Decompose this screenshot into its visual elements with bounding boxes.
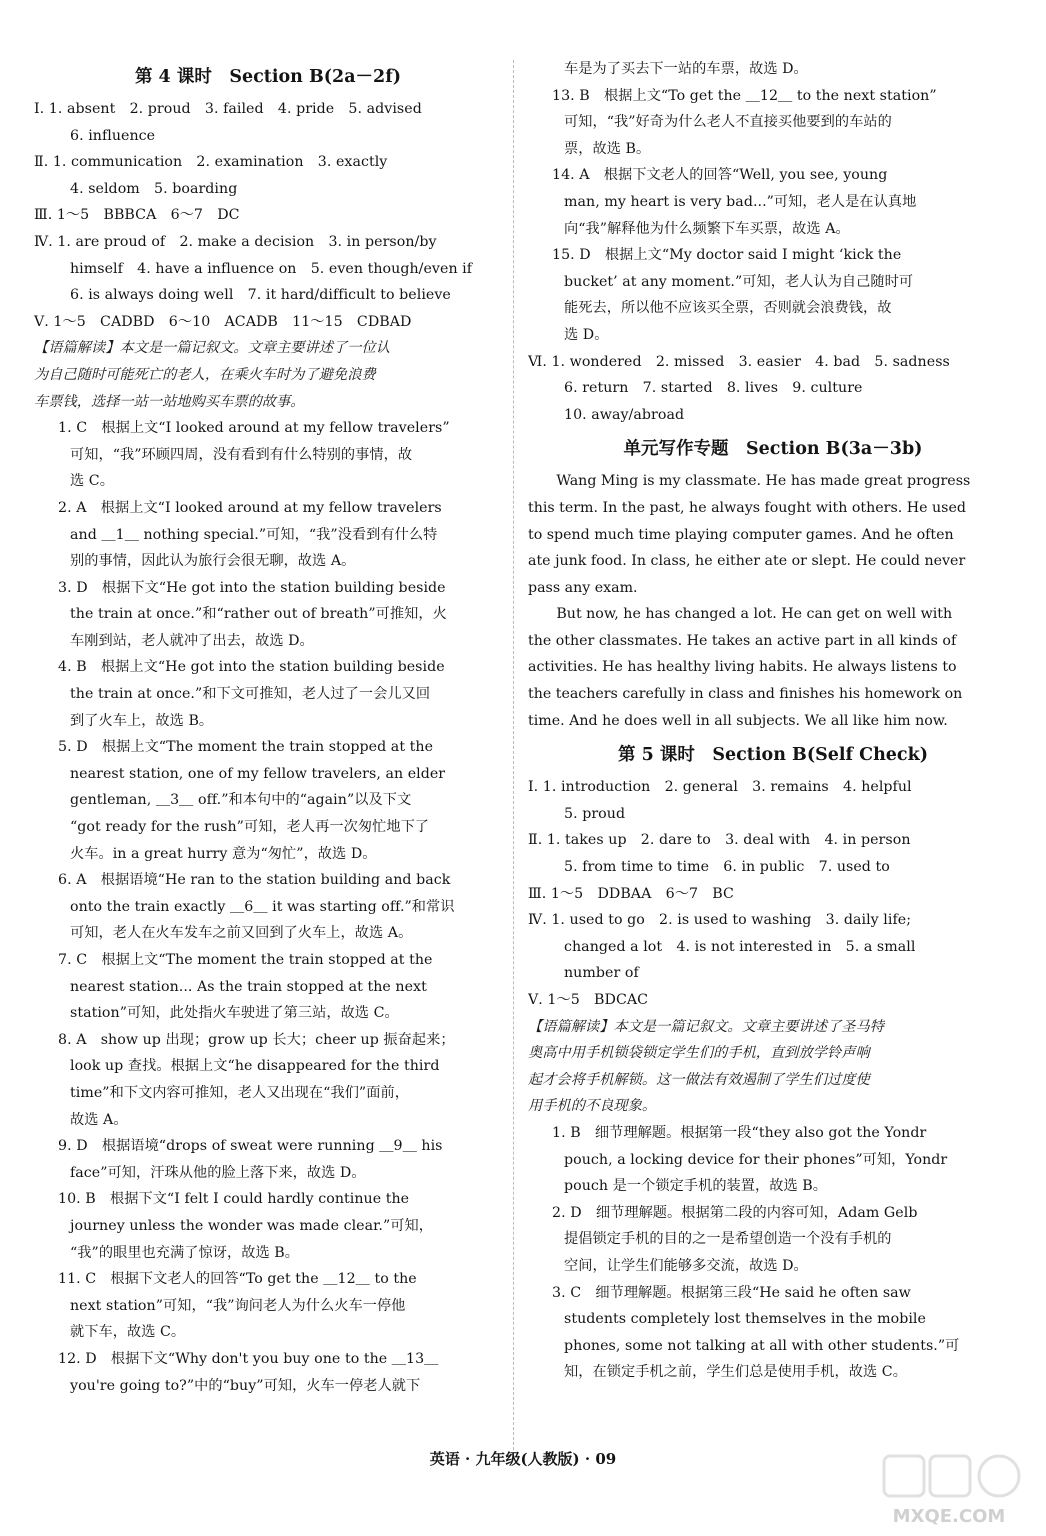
answer-line: 起才会将手机解锁。这一做法有效遏制了学生们过度使 <box>528 1071 870 1088</box>
answer-line: 选 D。 <box>564 326 609 343</box>
answer-line: 【语篇解读】本文是一篇记叙文。文章主要讲述了一位认 <box>34 340 390 357</box>
answer-line: 1. B 细节理解题。根据第一段“they also got the Yondr <box>552 1124 927 1141</box>
answer-line: 2. A 根据上文“I looked around at my fellow travelers <box>58 499 442 516</box>
answer-line: next station”可知，“我”询问老人为什么火车一停他 <box>70 1297 406 1314</box>
answer-line: 13. B 根据上文“To get the ＿12＿ to the next station” <box>552 87 937 104</box>
answer-line: Ⅱ. 1. takes up 2. dare to 3. deal with 4. in person <box>528 832 911 849</box>
answer-line: Ⅵ. 1. wondered 2. missed 3. easier 4. bad 5. sadness <box>528 353 950 370</box>
answer-line: 5. D 根据上文“The moment the train stopped at the <box>58 739 434 756</box>
left-answer-lines <box>34 96 502 1399</box>
right-column <box>528 56 1018 1386</box>
answer-line: 提倡锁定手机的目的之一是希望创造一个没有手机的 <box>564 1231 892 1248</box>
answer-line: nearest station... As the train stopped at the next <box>70 978 427 995</box>
essay-line: But now, he has changed a lot. He can get on well with <box>528 606 953 623</box>
essay-line: pass any exam. <box>528 579 638 596</box>
answer-line: 6. is always doing well 7. it hard/difficult to believe <box>70 287 451 304</box>
right-answer-lines-top <box>528 56 1018 428</box>
answer-line: 1. C 根据上文“I looked around at my fellow travelers” <box>58 420 450 437</box>
answer-line: onto the train exactly ＿6＿ it was starting off.”和常识 <box>70 898 455 915</box>
answer-line: changed a lot 4. is not interested in 5. a small <box>564 938 916 955</box>
answer-line: 车票钱，选择一站一站地购买车票的故事。 <box>34 393 305 410</box>
answer-line: 11. C 根据下文老人的回答“To get the ＿12＿ to the <box>58 1271 417 1288</box>
answer-line: Ⅰ. 1. introduction 2. general 3. remains 4. helpful <box>528 779 912 796</box>
answer-line: the train at once.”和下文可推知，老人过了一会儿又回 <box>70 686 431 703</box>
answer-line: 10. B 根据下文“I felt I could hardly continue the <box>58 1191 410 1208</box>
answer-line: and ＿1＿ nothing special.”可知，“我”没看到有什么特 <box>70 526 438 543</box>
answer-line: look up 查找。根据上文“he disappeared for the third <box>70 1058 440 1075</box>
answer-line: 2. D 细节理解题。根据第二段的内容可知，Adam Gelb <box>552 1204 918 1221</box>
essay-line: the other classmates. He takes an active part in all kinds of <box>528 632 957 649</box>
answer-line: 【语篇解读】本文是一篇记叙文。文章主要讲述了圣马特 <box>528 1018 884 1035</box>
answer-line: 可知，老人在火车发车之前又回到了火车上，故选 A。 <box>70 925 413 942</box>
answer-line: 故选 A。 <box>70 1111 128 1128</box>
answer-line: students completely lost themselves in the mobile <box>564 1311 926 1328</box>
answer-line: 10. away/abroad <box>564 406 685 423</box>
answer-line: the train at once.”和“rather out of breath”可推知，火 <box>70 606 447 623</box>
answer-line: face”可知，汗珠从他的脸上落下来，故选 D。 <box>70 1164 366 1181</box>
answer-line: 12. D 根据下文“Why don't you buy one to the ＿13＿ <box>58 1350 439 1367</box>
answer-line: Ⅴ. 1～5 BDCAC <box>528 992 649 1008</box>
answer-line: “got ready for the rush”可知，老人再一次匆忙地下了 <box>70 819 430 836</box>
answer-line: nearest station, one of my fellow travelers, an elder <box>70 765 446 782</box>
lesson-4-heading: 第 4 课时 Section B(2a－2f) <box>134 67 402 87</box>
sample-essay <box>528 468 1018 734</box>
answer-line: 可知，“我”环顾四周，没有看到有什么特别的事情，故 <box>70 446 413 463</box>
essay-line: this term. In the past, he always fought with others. He used <box>528 499 966 516</box>
answer-line: 15. D 根据上文“My doctor said I might ‘kick the <box>552 247 902 264</box>
answer-line: you're going to?”中的“buy”可知，火车一停老人就下 <box>70 1377 421 1394</box>
answer-line: 用手机的不良现象。 <box>528 1098 657 1115</box>
answer-line: 车刚到站，老人就冲了出去，故选 D。 <box>70 632 314 649</box>
answer-line: 8. A show up 出现；grow up 长大；cheer up 振奋起来； <box>58 1031 455 1048</box>
answer-line: “我”的眼里也充满了惊讶，故选 B。 <box>70 1244 299 1261</box>
watermark-logo <box>864 1450 1034 1530</box>
writing-heading: 单元写作专题 Section B(3a－3b) <box>623 439 923 460</box>
answer-line: pouch, a locking device for their phones”可知，Yondr <box>564 1151 948 1168</box>
essay-line: to spend much time playing computer games. And he often <box>528 526 954 543</box>
answer-line: 7. C 根据上文“The moment the train stopped at the <box>58 952 433 968</box>
answer-line: 4. B 根据上文“He got into the station building beside <box>58 659 445 676</box>
answer-line: 奥高中用手机锁袋锁定学生们的手机，直到放学铃声响 <box>528 1045 870 1062</box>
essay-line: activities. He has healthy living habits. He always listens to <box>528 659 957 676</box>
left-column <box>34 56 502 1399</box>
answer-line: 为自己随时可能死亡的老人，在乘火车时为了避免浪费 <box>34 366 376 383</box>
answer-line: phones, some not talking at all with other students.”可 <box>564 1337 960 1354</box>
answer-line: 车是为了买去下一站的车票，故选 D。 <box>564 61 808 77</box>
essay-line: ate junk food. In class, he either ate or slept. He could never <box>528 553 966 570</box>
answer-line: 空间，让学生们能够多交流，故选 D。 <box>564 1257 808 1274</box>
answer-line: station”可知，此处指火车驶进了第三站，故选 C。 <box>70 1005 399 1022</box>
answer-line: 火车。in a great hurry 意为“匆忙”，故选 D。 <box>70 845 377 862</box>
answer-line: 向“我”解释他为什么频繁下车买票，故选 A。 <box>564 220 850 237</box>
answer-line: Ⅳ. 1. used to go 2. is used to washing 3. daily life; <box>528 912 912 929</box>
answer-line: 6. return 7. started 8. lives 9. culture <box>564 380 863 397</box>
answer-line: 3. D 根据下文“He got into the station building beside <box>58 579 446 596</box>
answer-line: gentleman, ＿3＿ off.”和本句中的“again”以及下文 <box>70 792 412 809</box>
answer-line: 选 C。 <box>70 473 114 490</box>
answer-line: Ⅴ. 1～5 CADBD 6～10 ACADB 11～15 CDBAD <box>34 313 412 330</box>
page-footer: 英语 · 九年级(人教版) · 09 <box>429 1450 617 1468</box>
answer-line: 6. A 根据语境“He ran to the station building and back <box>58 872 451 889</box>
answer-line: 就下车，故选 C。 <box>70 1324 186 1341</box>
answer-line: 知，在锁定手机之前，学生们总是使用手机，故选 C。 <box>564 1364 907 1381</box>
answer-line: Ⅲ. 1～5 DDBAA 6～7 BC <box>528 885 734 902</box>
answer-line: 4. seldom 5. boarding <box>70 180 238 197</box>
answer-line: 别的事情，因此认为旅行会很无聊，故选 A。 <box>70 553 356 570</box>
answer-line: 可知，“我”好奇为什么老人不直接买他要到的车站的 <box>564 114 892 131</box>
answer-line: Ⅲ. 1～5 BBBCA 6～7 DC <box>34 207 240 224</box>
answer-line: 能死去，所以他不应该买全票，否则就会浪费钱，故 <box>564 300 892 317</box>
answer-line: 5. proud <box>564 805 626 822</box>
answer-line: bucket’ at any moment.”可知，老人认为自己随时可 <box>564 273 914 290</box>
answer-line: Ⅱ. 1. communication 2. examination 3. exactly <box>34 154 388 171</box>
watermark-text: MXQE.COM <box>892 1506 1006 1527</box>
answer-line: 5. from time to time 6. in public 7. used to <box>564 859 890 876</box>
answer-line: 6. influence <box>70 127 156 144</box>
right-answer-lines-bottom <box>528 774 1018 1386</box>
answer-line: himself 4. have a influence on 5. even though/even if <box>70 260 473 277</box>
answer-line: 票，故选 B。 <box>564 140 651 157</box>
answer-line: 9. D 根据语境“drops of sweat were running ＿9＿ his <box>58 1138 443 1155</box>
essay-line: time. And he does well in all subjects. We all like him now. <box>528 712 948 729</box>
answer-line: man, my heart is very bad...”可知，老人是在认真地 <box>564 193 917 210</box>
answer-line: Ⅰ. 1. absent 2. proud 3. failed 4. pride 5. advised <box>34 101 422 117</box>
essay-line: Wang Ming is my classmate. He has made great progress <box>528 473 971 490</box>
answer-line: number of <box>564 965 639 982</box>
answer-line: 3. C 细节理解题。根据第三段“He said he often saw <box>552 1284 911 1301</box>
answer-line: time”和下文内容可推知，老人又出现在“我们”面前， <box>70 1084 409 1101</box>
answer-line: 14. A 根据下文老人的回答“Well, you see, young <box>552 167 888 184</box>
answer-line: pouch 是一个锁定手机的装置，故选 B。 <box>564 1178 828 1195</box>
answer-line: 到了火车上，故选 B。 <box>70 712 214 729</box>
lesson-5-heading: 第 5 课时 Section B(Self Check) <box>618 745 928 766</box>
answer-line: Ⅳ. 1. are proud of 2. make a decision 3. in person/by <box>34 233 437 250</box>
answer-line: journey unless the wonder was made clear.”可知， <box>70 1217 433 1234</box>
essay-line: the teachers carefully in class and finishes his homework on <box>528 686 963 703</box>
column-divider <box>513 60 514 1460</box>
